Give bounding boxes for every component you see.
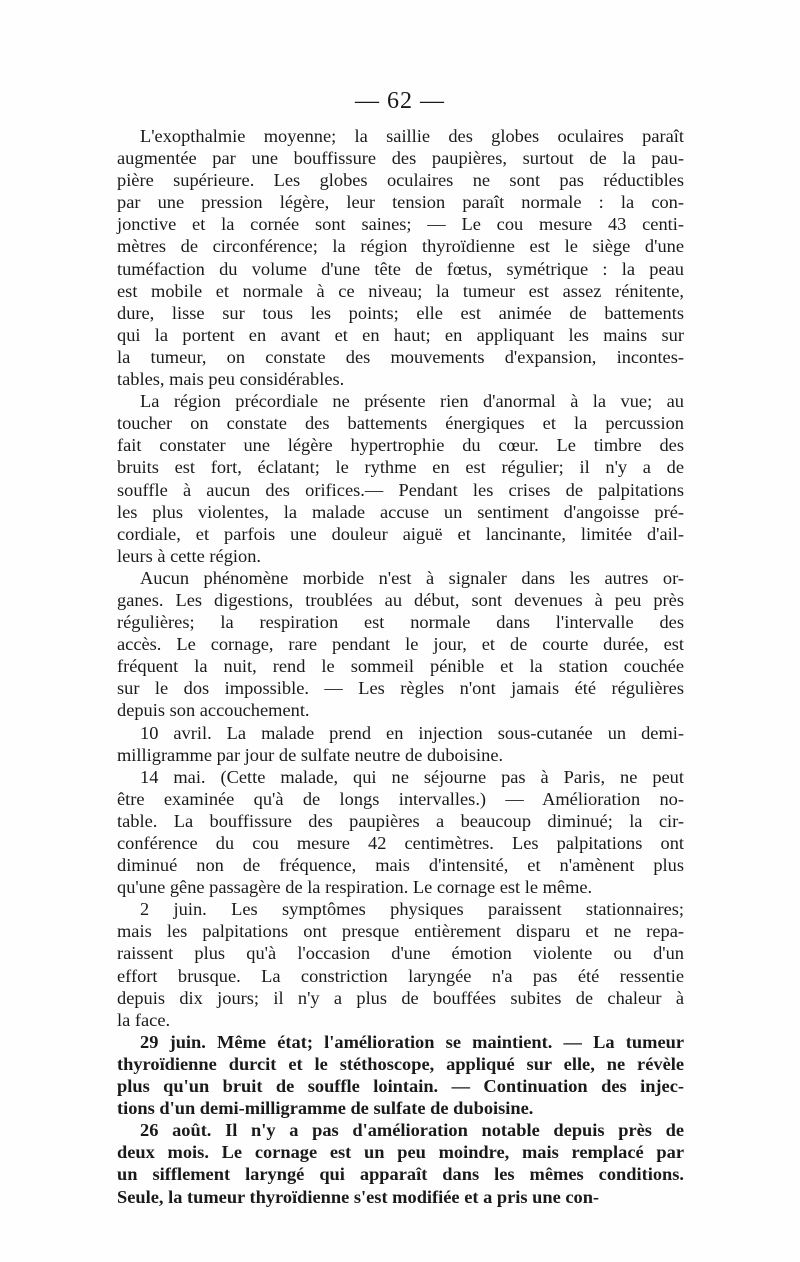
text-line: thyroïdienne durcit et le stéthoscope, appliqué sur elle, ne révèle	[117, 1053, 684, 1074]
text-line: plus qu'un bruit de souffle lointain. — Continuation des injec-	[117, 1076, 684, 1097]
text-line: être examinée qu'à de longs intervalles.) — Amélioration no-	[117, 788, 684, 809]
text-line: les plus violentes, la malade accuse un sentiment d'angoisse pré-	[117, 501, 684, 522]
text-line: augmentée par une bouffissure des paupières, surtout de la pau-	[117, 148, 684, 169]
paragraph	[117, 125, 684, 390]
text-line: mètres de circonférence; la région thyroïdienne est le siège d'une	[117, 236, 684, 257]
paragraph	[117, 722, 684, 766]
text-line: diminué non de fréquence, mais d'intensité, et n'amènent plus	[117, 855, 684, 876]
text-line: jonctive et la cornée sont saines; — Le cou mesure 43 centi-	[117, 214, 684, 235]
text-line: fréquent la nuit, rend le sommeil pénible et la station couchée	[117, 656, 684, 677]
text-line: la tumeur, on constate des mouvements d'expansion, incontes-	[117, 346, 684, 367]
text-line: fait constater une légère hypertrophie du cœur. Le timbre des	[117, 435, 684, 456]
text-line: 29 juin. Même état; l'amélioration se maintient. — La tumeur	[140, 1031, 684, 1052]
text-line: ganes. Les digestions, troublées au début, sont devenues à peu près	[117, 589, 684, 610]
paragraph	[117, 1119, 684, 1207]
text-line: depuis son accouchement.	[117, 700, 310, 721]
text-line: L'exopthalmie moyenne; la saillie des globes oculaires paraît	[140, 126, 684, 146]
text-line: depuis dix jours; il n'y a plus de bouffées subites de chaleur à	[117, 987, 684, 1008]
text-line: 26 août. Il n'y a pas d'amélioration notable depuis près de	[140, 1120, 684, 1141]
text-line: 2 juin. Les symptômes physiques paraissent stationnaires;	[140, 899, 684, 920]
text-line: 10 avril. La malade prend en injection sous-cutanée un demi-	[140, 722, 684, 743]
text-line: bruits est fort, éclatant; le rythme en est régulier; il n'y a de	[117, 457, 684, 478]
text-line: régulières; la respiration est normale dans l'intervalle des	[117, 612, 684, 633]
text-line: Seule, la tumeur thyroïdienne s'est modifiée et a pris une con-	[117, 1186, 600, 1207]
text-line: la face.	[117, 1009, 171, 1030]
text-line: par une pression légère, leur tension paraît normale : la con-	[117, 192, 684, 213]
text-line: pière supérieure. Les globes oculaires ne sont pas réductibles	[117, 170, 684, 191]
page-number: — 62 —	[355, 88, 445, 114]
paragraph	[117, 766, 684, 899]
text-line: effort brusque. La constriction laryngée n'a pas été ressentie	[117, 965, 684, 986]
paragraph	[117, 390, 684, 567]
text-line: Aucun phénomène morbide n'est à signaler dans les autres or-	[140, 567, 684, 588]
body-text	[117, 125, 684, 1208]
text-line: cordiale, et parfois une douleur aiguë et lancinante, limitée d'ail-	[117, 523, 684, 544]
text-line: La région précordiale ne présente rien d'anormal à la vue; au	[140, 391, 684, 412]
paragraph	[117, 898, 684, 1031]
text-line: un sifflement laryngé qui apparaît dans les mêmes conditions.	[117, 1164, 684, 1185]
paragraph	[117, 1031, 684, 1119]
text-line: tuméfaction du volume d'une tête de fœtus, symétrique : la peau	[117, 258, 684, 279]
text-line: raissent plus qu'à l'occasion d'une émotion violente ou d'un	[117, 943, 684, 964]
text-line: est mobile et normale à ce niveau; la tumeur est assez rénitente,	[117, 280, 684, 301]
text-line: table. La bouffissure des paupières a beaucoup diminué; la cir-	[117, 810, 684, 831]
text-line: mais les palpitations ont presque entièrement disparu et ne repa-	[117, 921, 684, 942]
text-line: sur le dos impossible. — Les règles n'ont jamais été régulières	[117, 678, 684, 699]
text-line: tions d'un demi-milligramme de sulfate de duboisine.	[117, 1098, 534, 1119]
text-line: qui la portent en avant et en haut; en appliquant les mains sur	[117, 324, 684, 345]
text-line: dure, lisse sur tous les points; elle est animée de battements	[117, 302, 684, 323]
paragraph	[117, 567, 684, 722]
text-line: conférence du cou mesure 42 centimètres. Les palpitations ont	[117, 833, 684, 853]
text-line: leurs à cette région.	[117, 545, 261, 566]
text-line: souffle à aucun des orifices.— Pendant les crises de palpitations	[117, 479, 684, 500]
text-line: accès. Le cornage, rare pendant le jour, et de courte durée, est	[117, 634, 684, 655]
text-line: tables, mais peu considérables.	[117, 369, 345, 390]
text-line: 14 mai. (Cette malade, qui ne séjourne pas à Paris, ne peut	[140, 766, 684, 787]
text-line: milligramme par jour de sulfate neutre de duboisine.	[117, 744, 504, 765]
text-line: qu'une gêne passagère de la respiration. Le cornage est le même.	[117, 877, 593, 898]
text-line: deux mois. Le cornage est un peu moindre, mais remplacé par	[117, 1142, 684, 1163]
text-line: toucher on constate des battements énergiques et la percussion	[117, 413, 684, 434]
